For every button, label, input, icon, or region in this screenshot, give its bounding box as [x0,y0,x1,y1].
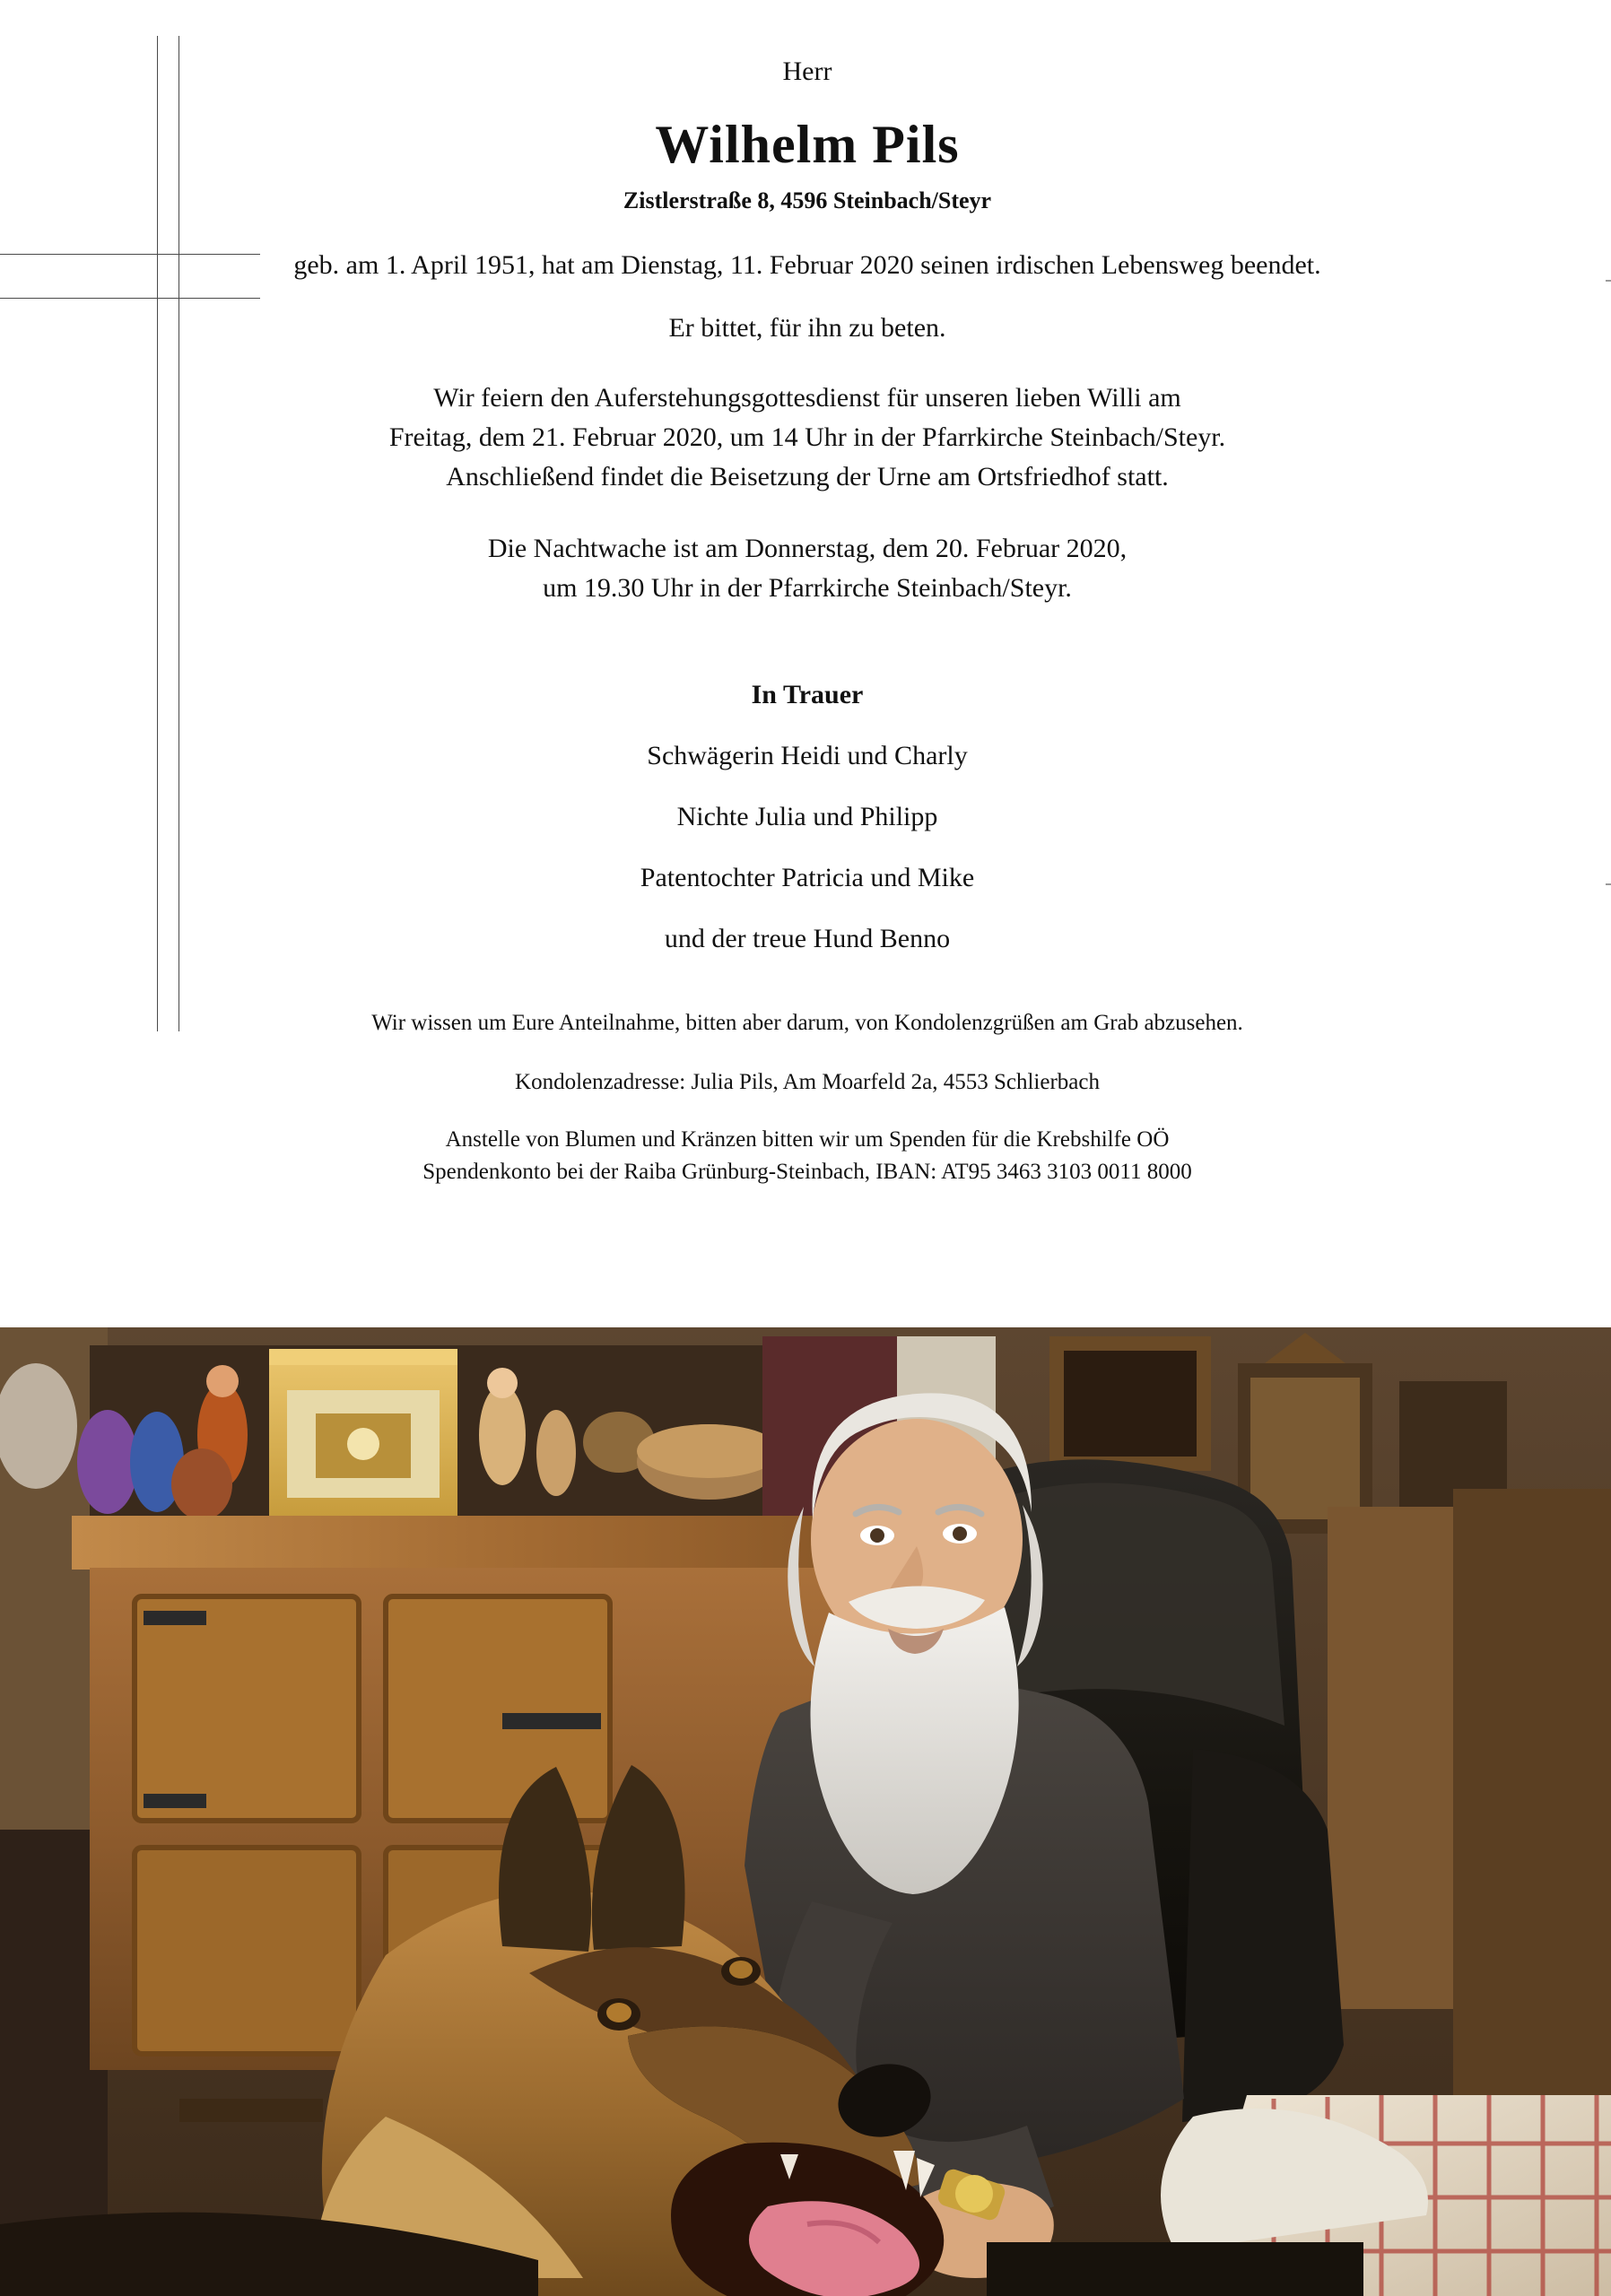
condolence-address-note: Kondolenzadresse: Julia Pils, Am Moarfeld 2a, 4553 Schlierbach [515,1070,1100,1094]
cross-horizontal-line-bottom [0,298,260,299]
donation-note-line-1: Anstelle von Blumen und Kränzen bitten wir um Spenden für die Krebshilfe OÖ [445,1127,1170,1152]
service-line-1: Wir feiern den Auferstehungsgottesdienst für unseren lieben Willi am [433,383,1181,413]
deceased-address: Zistlerstraße 8, 4596 Steinbach/Steyr [623,187,992,213]
salutation: Herr [782,57,832,86]
prayer-request-line: Er bittet, für ihn zu beten. [668,313,946,343]
mourner-item: und der treue Hund Benno [664,924,951,953]
scan-edge-mark [1606,883,1611,885]
mourner-item: Nichte Julia und Philipp [676,802,938,831]
service-line-2: Freitag, dem 21. Februar 2020, um 14 Uhr in der Pfarrkirche Steinbach/Steyr. [388,422,1226,452]
condolence-request-note: Wir wissen um Eure Anteilnahme, bitten aber darum, von Kondolenzgrüßen am Grab abzusehen. [371,1011,1243,1035]
life-dates-line: geb. am 1. April 1951, hat am Dienstag, 11. Februar 2020 seinen irdischen Lebensweg beendet. [293,250,1321,280]
mourner-item: Schwägerin Heidi und Charly [647,741,968,770]
donation-note-line-2: Spendenkonto bei der Raiba Grünburg-Steinbach, IBAN: AT95 3463 3103 0011 8000 [422,1160,1192,1184]
deceased-name: Wilhelm Pils [655,115,960,174]
service-details [224,378,1390,497]
notice-text-block [224,0,1390,1187]
memorial-photo [0,1327,1611,2296]
vigil-line-1: Die Nachtwache ist am Donnerstag, dem 20. Februar 2020, [487,534,1128,563]
photograph-icon [0,1327,1611,2296]
mourning-heading: In Trauer [751,680,864,709]
vigil-line-2: um 19.30 Uhr in der Pfarrkirche Steinbach/Steyr. [543,573,1072,603]
cross-vertical-line-left [157,36,158,1031]
service-line-3: Anschließend findet die Beisetzung der Urne am Ortsfriedhof statt. [446,462,1169,491]
mourner-item: Patentochter Patricia und Mike [640,863,975,892]
scan-edge-mark [1606,280,1611,282]
cross-horizontal-line-top [0,254,260,255]
vigil-details [224,529,1390,608]
